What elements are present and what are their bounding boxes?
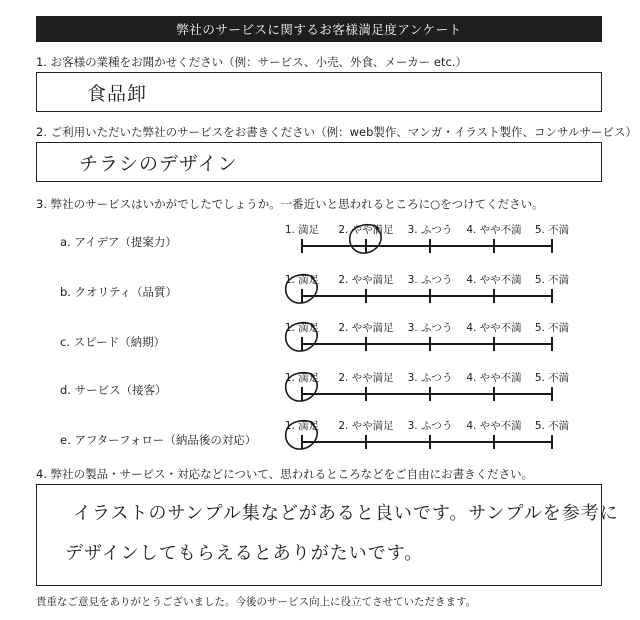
rating-scale-b[interactable] [280, 272, 580, 312]
scale-option-label: 2. やや満足 [338, 224, 394, 236]
scale-option-label: 1. 満足 [284, 420, 320, 432]
scale-option-label: 4. やや不満 [466, 224, 522, 236]
scale-line [280, 320, 580, 360]
question-4-answer-line-1: イラストのサンプル集などがあると良いです。サンプルを参考に [73, 503, 619, 524]
scale-line [280, 418, 580, 458]
scale-option-label: 2. やや満足 [338, 322, 394, 334]
scale-option-label: 4. やや不満 [466, 420, 522, 432]
scale-option-label: 3. ふつう [407, 420, 453, 432]
scale-option-label: 5. 不満 [534, 224, 570, 236]
scale-option-label: 2. やや満足 [338, 274, 394, 286]
question-1-label: 1. お客様の業種をお聞かせください（例：サービス、小売、外食、メーカー etc.） [36, 55, 467, 69]
scale-option-label: 2. やや満足 [338, 372, 394, 384]
scale-option-label: 1. 満足 [284, 372, 320, 384]
rating-scale-d[interactable] [280, 370, 580, 410]
rating-item-label: d. サービス（接客） [60, 383, 167, 397]
scale-line [280, 272, 580, 312]
scale-option-label: 4. やや不満 [466, 372, 522, 384]
scale-option-label: 5. 不満 [534, 274, 570, 286]
rating-scale-e[interactable] [280, 418, 580, 458]
rating-scale-a[interactable] [280, 222, 580, 262]
scale-line [280, 222, 580, 262]
question-4-answer-box[interactable] [36, 484, 619, 586]
scale-option-label: 4. やや不満 [466, 322, 522, 334]
question-1-answer: 食品卸 [87, 83, 148, 105]
scale-option-label: 3. ふつう [407, 322, 453, 334]
footer-note: 貴重なご意見をありがとうございました。今後のサービス向上に役立てさせていただきます。 [36, 596, 477, 608]
scale-option-label: 3. ふつう [407, 224, 453, 236]
question-2-label: 2. ご利用いただいた弊社のサービスをお書きください（例：web製作、マンガ・イラスト製作、コンサルサービス） [36, 125, 637, 139]
question-2-answer: チラシのデザイン [79, 153, 238, 175]
scale-option-label: 4. やや不満 [466, 274, 522, 286]
scale-option-label: 3. ふつう [407, 372, 453, 384]
rating-scale-c[interactable] [280, 320, 580, 360]
scale-option-label: 1. 満足 [284, 322, 320, 334]
rating-item-label: b. クオリティ（品質） [60, 285, 177, 299]
survey-title: 弊社のサービスに関するお客様満足度アンケート [36, 16, 602, 42]
scale-option-label: 3. ふつう [407, 274, 453, 286]
scale-option-label: 5. 不満 [534, 420, 570, 432]
scale-option-label: 2. やや満足 [338, 420, 394, 432]
question-2-answer-box[interactable] [36, 142, 602, 182]
scale-line [280, 370, 580, 410]
question-4-answer-line-2: デザインしてもらえるとありがたいです。 [65, 543, 424, 564]
scale-option-label: 1. 満足 [284, 224, 320, 236]
scale-option-label: 1. 満足 [284, 274, 320, 286]
question-3-label: 3. 弊社のサービスはいかがでしたでしょうか。一番近いと思われるところに○をつけてください。 [36, 197, 544, 211]
scale-option-label: 5. 不満 [534, 372, 570, 384]
scale-option-label: 5. 不満 [534, 322, 570, 334]
rating-item-label: e. アフターフォロー（納品後の対応） [60, 433, 257, 447]
question-1-answer-box[interactable] [36, 72, 602, 112]
rating-item-label: a. アイデア（提案力） [60, 235, 177, 249]
question-4-label: 4. 弊社の製品・サービス・対応などについて、思われるところなどをご自由にお書きください。 [36, 467, 534, 481]
rating-item-label: c. スピード（納期） [60, 335, 166, 349]
